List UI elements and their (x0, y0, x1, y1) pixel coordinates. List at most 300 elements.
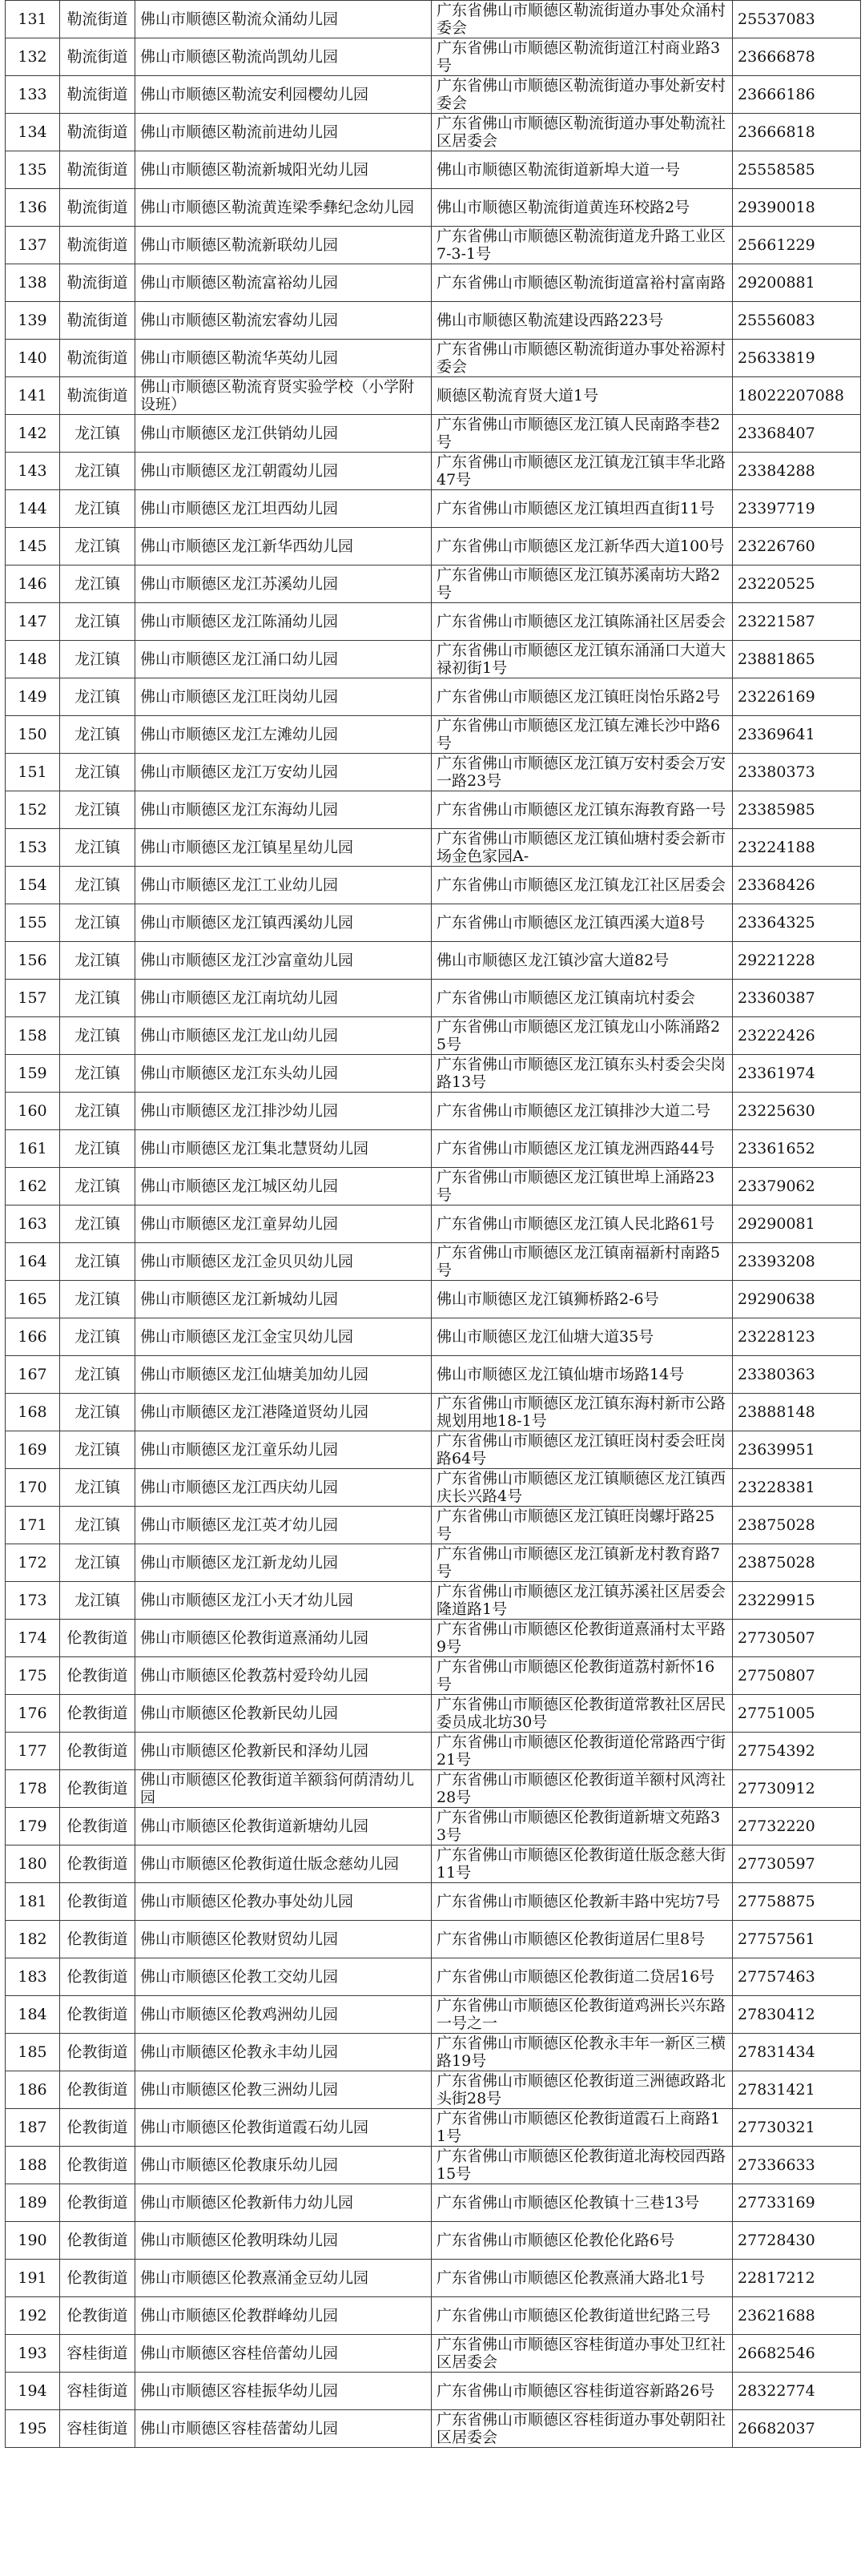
kindergarten-name-cell (135, 1243, 432, 1281)
row-number-text: 185 (18, 2043, 47, 2061)
address-cell-text: 广东省佛山市顺德区龙江镇新龙村教育路7号 (437, 1545, 721, 1580)
row-number (6, 340, 60, 377)
address-cell (432, 528, 733, 566)
street-cell (60, 1733, 135, 1770)
phone-cell (733, 1243, 861, 1281)
table-row (6, 2410, 861, 2448)
street-cell-text: 容桂街道 (66, 2382, 128, 2400)
phone-cell (733, 2147, 861, 2184)
kindergarten-name-cell-text: 佛山市顺德区勒流宏睿幼儿园 (140, 312, 339, 329)
row-number-text: 140 (18, 349, 47, 367)
address-cell (432, 1, 733, 38)
row-number-text: 158 (18, 1027, 47, 1044)
table-row (6, 904, 861, 942)
address-cell-text: 广东省佛山市顺德区龙江镇排沙大道二号 (437, 1102, 711, 1120)
phone-cell (733, 114, 861, 151)
street-cell-text: 勒流街道 (66, 387, 128, 405)
row-number-text: 155 (18, 914, 47, 932)
row-number-text: 154 (18, 876, 47, 894)
phone-cell-text: 25556083 (738, 312, 815, 329)
street-cell-text: 龙江镇 (74, 1140, 120, 1157)
phone-cell-text: 25633819 (738, 349, 815, 367)
address-cell (432, 2335, 733, 2373)
phone-cell (733, 1431, 861, 1469)
row-number (6, 867, 60, 904)
row-number (6, 453, 60, 490)
row-number-text: 177 (18, 1742, 47, 1760)
street-cell-text: 龙江镇 (74, 1065, 120, 1082)
kindergarten-name-cell-text: 佛山市顺德区容桂蓓蕾幼儿园 (140, 2420, 339, 2437)
kindergarten-name-cell (135, 528, 432, 566)
address-cell (432, 340, 733, 377)
phone-cell-text: 23397719 (738, 500, 815, 517)
address-cell-text: 广东省佛山市顺德区勒流街道龙升路工业区7-3-1号 (437, 227, 726, 263)
address-cell-text: 广东省佛山市顺德区龙江镇左滩长沙中路6号 (437, 717, 721, 752)
row-number (6, 2109, 60, 2147)
address-cell (432, 1695, 733, 1733)
phone-cell-text: 29221228 (738, 952, 815, 969)
table-row (6, 1205, 861, 1243)
table-row (6, 942, 861, 980)
phone-cell (733, 1168, 861, 1205)
table-row (6, 1657, 861, 1695)
row-number-text: 166 (18, 1328, 47, 1346)
row-number-text: 145 (18, 537, 47, 555)
address-cell-text: 广东省佛山市顺德区伦教街道世纪路三号 (437, 2307, 711, 2324)
table-row (6, 2222, 861, 2260)
address-cell-text: 广东省佛山市顺德区伦教街道二贷居16号 (437, 1968, 715, 1986)
phone-cell-text: 27830412 (738, 2006, 815, 2023)
address-cell-text: 广东省佛山市顺德区勒流街道办事处众涌村委会 (437, 2, 726, 37)
row-number (6, 2335, 60, 2373)
row-number-text: 150 (18, 726, 47, 743)
address-cell (432, 1582, 733, 1620)
address-cell (432, 302, 733, 340)
street-cell-text: 龙江镇 (74, 1592, 120, 1609)
street-cell (60, 1996, 135, 2034)
kindergarten-name-cell (135, 1770, 432, 1808)
row-number (6, 1394, 60, 1431)
table-row (6, 1356, 861, 1394)
street-cell-text: 勒流街道 (66, 161, 128, 179)
phone-cell-text: 23666818 (738, 123, 815, 141)
street-cell (60, 1958, 135, 1996)
table-row (6, 1318, 861, 1356)
row-number-text: 141 (18, 387, 47, 405)
table-row (6, 1770, 861, 1808)
kindergarten-name-cell-text: 佛山市顺德区勒流新城阳光幼儿园 (140, 161, 369, 179)
row-number (6, 151, 60, 189)
row-number-text: 146 (18, 575, 47, 593)
row-number-text: 159 (18, 1065, 47, 1082)
address-cell (432, 1318, 733, 1356)
street-cell-text: 龙江镇 (74, 500, 120, 517)
street-cell-text: 伦教街道 (66, 1817, 128, 1835)
kindergarten-name-cell (135, 904, 432, 942)
row-number (6, 2260, 60, 2297)
street-cell (60, 1394, 135, 1431)
street-cell (60, 302, 135, 340)
table-row (6, 1507, 861, 1544)
kindergarten-name-cell-text: 佛山市顺德区龙江童昇幼儿园 (140, 1215, 339, 1233)
phone-cell (733, 2222, 861, 2260)
street-cell-text: 龙江镇 (74, 763, 120, 781)
row-number (6, 1582, 60, 1620)
row-number-text: 132 (18, 48, 47, 66)
phone-cell-text: 27733169 (738, 2194, 815, 2212)
phone-cell (733, 2184, 861, 2222)
phone-cell (733, 2260, 861, 2297)
street-cell-text: 龙江镇 (74, 1441, 120, 1459)
row-number-text: 191 (18, 2269, 47, 2287)
row-number (6, 1733, 60, 1770)
phone-cell-text: 23224188 (738, 839, 815, 856)
row-number-text: 152 (18, 801, 47, 819)
phone-cell-text: 27831421 (738, 2081, 815, 2099)
address-cell-text: 广东省佛山市顺德区伦教熹涌大路北1号 (437, 2269, 706, 2287)
row-number (6, 754, 60, 791)
kindergarten-name-cell-text: 佛山市顺德区伦教新民和泽幼儿园 (140, 1742, 369, 1760)
phone-cell-text: 23875028 (738, 1516, 815, 1534)
kindergarten-name-cell-text: 佛山市顺德区龙江童乐幼儿园 (140, 1441, 339, 1459)
row-number (6, 1281, 60, 1318)
kindergarten-name-cell-text: 佛山市顺德区伦教财贸幼儿园 (140, 1930, 339, 1948)
street-cell (60, 1205, 135, 1243)
table-row (6, 678, 861, 716)
kindergarten-name-cell-text: 佛山市顺德区龙江龙山幼儿园 (140, 1027, 339, 1044)
street-cell-text: 容桂街道 (66, 2345, 128, 2362)
kindergarten-name-cell (135, 2147, 432, 2184)
address-cell-text: 广东省佛山市顺德区龙江镇陈涌社区居委会 (437, 613, 726, 630)
street-cell (60, 1243, 135, 1281)
kindergarten-name-cell-text: 佛山市顺德区龙江集北慧贤幼儿园 (140, 1140, 369, 1157)
address-cell (432, 38, 733, 76)
row-number (6, 528, 60, 566)
kindergarten-name-cell (135, 1544, 432, 1582)
phone-cell-text: 23385985 (738, 801, 815, 819)
street-cell (60, 1017, 135, 1055)
address-cell (432, 603, 733, 641)
table-row (6, 377, 861, 415)
row-number-text: 147 (18, 613, 47, 630)
address-cell (432, 1281, 733, 1318)
street-cell-text: 龙江镇 (74, 1328, 120, 1346)
address-cell-text: 广东省佛山市顺德区伦教街道鸡洲长兴东路一号之一 (437, 1997, 726, 2032)
kindergarten-name-cell-text: 佛山市顺德区伦教街道熹涌幼儿园 (140, 1629, 369, 1647)
row-number (6, 415, 60, 453)
kindergarten-name-cell (135, 2410, 432, 2448)
table-row (6, 2184, 861, 2222)
row-number-text: 135 (18, 161, 47, 179)
phone-cell-text: 23360387 (738, 989, 815, 1007)
row-number (6, 829, 60, 867)
phone-cell (733, 1845, 861, 1883)
table-row (6, 791, 861, 829)
row-number (6, 302, 60, 340)
address-cell-text: 广东省佛山市顺德区勒流街道办事处新安村委会 (437, 77, 726, 112)
phone-cell (733, 38, 861, 76)
table-row (6, 490, 861, 528)
kindergarten-name-cell-text: 佛山市顺德区龙江旺岗幼儿园 (140, 688, 339, 706)
address-cell-text: 广东省佛山市顺德区龙江镇东头村委会尖岗路13号 (437, 1056, 726, 1091)
address-cell (432, 1394, 733, 1431)
kindergarten-name-cell-text: 佛山市顺德区伦教三洲幼儿园 (140, 2081, 339, 2099)
street-cell (60, 867, 135, 904)
address-cell-text: 广东省佛山市顺德区伦教镇十三巷13号 (437, 2194, 700, 2212)
row-number-text: 172 (18, 1554, 47, 1572)
address-cell (432, 1921, 733, 1958)
address-cell-text: 佛山市顺德区勒流街道黄连环校路2号 (437, 199, 690, 216)
kindergarten-name-cell-text: 佛山市顺德区伦教鸡洲幼儿园 (140, 2006, 339, 2023)
kindergarten-name-cell (135, 791, 432, 829)
kindergarten-name-cell (135, 1921, 432, 1958)
street-cell (60, 490, 135, 528)
address-cell (432, 151, 733, 189)
phone-cell (733, 1, 861, 38)
row-number-text: 156 (18, 952, 47, 969)
kindergarten-name-cell-text: 佛山市顺德区伦教办事处幼儿园 (140, 1893, 354, 1910)
kindergarten-name-cell (135, 867, 432, 904)
address-cell-text: 广东省佛山市顺德区龙江镇东涌涌口大道大禄初街1号 (437, 642, 726, 677)
row-number-text: 149 (18, 688, 47, 706)
kindergarten-name-cell (135, 1017, 432, 1055)
row-number (6, 1055, 60, 1093)
street-cell-text: 龙江镇 (74, 839, 120, 856)
row-number-text: 190 (18, 2232, 47, 2249)
address-cell-text: 广东省佛山市顺德区伦教街道居仁里8号 (437, 1930, 706, 1948)
row-number (6, 980, 60, 1017)
kindergarten-name-cell-text: 佛山市顺德区伦教街道新塘幼儿园 (140, 1817, 369, 1835)
address-cell-text: 广东省佛山市顺德区伦教街道霞石上商路11号 (437, 2110, 721, 2145)
kindergarten-name-cell-text: 佛山市顺德区龙江左滩幼儿园 (140, 726, 339, 743)
kindergarten-name-cell-text: 佛山市顺德区龙江英才幼儿园 (140, 1516, 339, 1534)
phone-cell-text: 27732220 (738, 1817, 815, 1835)
street-cell-text: 龙江镇 (74, 688, 120, 706)
kindergarten-name-cell (135, 678, 432, 716)
row-number-text: 186 (18, 2081, 47, 2099)
phone-cell-text: 23666878 (738, 48, 815, 66)
street-cell (60, 1695, 135, 1733)
row-number (6, 942, 60, 980)
address-cell-text: 广东省佛山市顺德区伦教街道荔村新怀16号 (437, 1658, 715, 1693)
table-row (6, 1620, 861, 1657)
address-cell (432, 566, 733, 603)
row-number (6, 264, 60, 302)
kindergarten-name-cell-text: 佛山市顺德区勒流黄连梁季彝纪念幼儿园 (140, 199, 415, 216)
phone-cell-text: 23221587 (738, 613, 815, 630)
phone-cell (733, 791, 861, 829)
phone-cell (733, 867, 861, 904)
phone-cell (733, 1620, 861, 1657)
phone-cell (733, 528, 861, 566)
address-cell-text: 广东省佛山市顺德区龙江镇南福新村南路5号 (437, 1244, 721, 1279)
address-cell-text: 广东省佛山市顺德区龙江镇东海教育路一号 (437, 801, 726, 819)
kindergarten-name-cell-text: 佛山市顺德区龙江西庆幼儿园 (140, 1479, 339, 1496)
kindergarten-name-cell-text: 佛山市顺德区龙江供销幼儿园 (140, 425, 339, 442)
address-cell-text: 广东省佛山市顺德区伦教永丰年一新区三横路19号 (437, 2035, 726, 2070)
kindergarten-name-cell (135, 2109, 432, 2147)
kindergarten-name-cell-text: 佛山市顺德区容桂倍蕾幼儿园 (140, 2345, 339, 2362)
phone-cell (733, 302, 861, 340)
table-row (6, 2260, 861, 2297)
street-cell (60, 1356, 135, 1394)
address-cell (432, 1657, 733, 1695)
street-cell-text: 伦教街道 (66, 2119, 128, 2136)
street-cell (60, 603, 135, 641)
kindergarten-name-cell (135, 1657, 432, 1695)
address-cell-text: 广东省佛山市顺德区龙江镇仙塘村委会新市场金色家园A- (437, 830, 726, 865)
kindergarten-name-cell (135, 114, 432, 151)
street-cell-text: 龙江镇 (74, 1403, 120, 1421)
street-cell-text: 勒流街道 (66, 86, 128, 103)
row-number-text: 160 (18, 1102, 47, 1120)
phone-cell (733, 377, 861, 415)
kindergarten-name-cell (135, 1469, 432, 1507)
kindergarten-name-cell-text: 佛山市顺德区伦教新伟力幼儿园 (140, 2194, 354, 2212)
phone-cell-text: 23621688 (738, 2307, 815, 2324)
table-row (6, 1695, 861, 1733)
phone-cell-text: 23380363 (738, 1366, 815, 1383)
table-row (6, 2373, 861, 2410)
kindergarten-name-cell-text: 佛山市顺德区伦教新民幼儿园 (140, 1705, 339, 1722)
address-cell-text: 佛山市顺德区勒流街道新埠大道一号 (437, 161, 681, 179)
kindergarten-name-cell-text: 佛山市顺德区勒流安利园樱幼儿园 (140, 86, 369, 103)
phone-cell-text: 27336633 (738, 2156, 815, 2174)
kindergarten-name-cell-text: 佛山市顺德区伦教荔村爱玲幼儿园 (140, 1667, 369, 1684)
street-cell-text: 龙江镇 (74, 1102, 120, 1120)
row-number (6, 2373, 60, 2410)
kindergarten-name-cell-text: 佛山市顺德区龙江镇星星幼儿园 (140, 839, 354, 856)
kindergarten-name-cell (135, 1205, 432, 1243)
phone-cell (733, 1507, 861, 1544)
phone-cell (733, 189, 861, 227)
row-number-text: 168 (18, 1403, 47, 1421)
kindergarten-name-cell (135, 2335, 432, 2373)
address-cell-text: 广东省佛山市顺德区龙江镇西溪大道8号 (437, 914, 706, 932)
street-cell-text: 勒流街道 (66, 312, 128, 329)
kindergarten-name-cell (135, 1394, 432, 1431)
kindergarten-name-cell-text: 佛山市顺德区容桂振华幼儿园 (140, 2382, 339, 2400)
kindergarten-name-cell (135, 1733, 432, 1770)
row-number (6, 1168, 60, 1205)
kindergarten-name-cell-text: 佛山市顺德区龙江朝霞幼儿园 (140, 462, 339, 480)
table-row (6, 754, 861, 791)
kindergarten-name-cell (135, 415, 432, 453)
street-cell-text: 伦教街道 (66, 1968, 128, 1986)
row-number (6, 1958, 60, 1996)
row-number (6, 1093, 60, 1130)
street-cell-text: 伦教街道 (66, 2156, 128, 2174)
row-number-text: 161 (18, 1140, 47, 1157)
phone-cell-text: 23881865 (738, 650, 815, 668)
address-cell-text: 佛山市顺德区龙江仙塘大道35号 (437, 1328, 654, 1346)
street-cell (60, 1657, 135, 1695)
street-cell (60, 151, 135, 189)
table-row (6, 1243, 861, 1281)
kindergarten-name-cell-text: 佛山市顺德区龙江小天才幼儿园 (140, 1592, 354, 1609)
table-row (6, 189, 861, 227)
street-cell-text: 伦教街道 (66, 2043, 128, 2061)
address-cell (432, 942, 733, 980)
table-row (6, 114, 861, 151)
row-number-text: 181 (18, 1893, 47, 1910)
phone-cell (733, 453, 861, 490)
address-cell-text: 广东省佛山市顺德区勒流街道办事处勒流社区居委会 (437, 115, 726, 150)
street-cell (60, 904, 135, 942)
row-number (6, 1808, 60, 1845)
phone-cell-text: 23225630 (738, 1102, 815, 1120)
table-row (6, 603, 861, 641)
street-cell-text: 伦教街道 (66, 2307, 128, 2324)
phone-cell (733, 2297, 861, 2335)
street-cell (60, 1582, 135, 1620)
address-cell (432, 490, 733, 528)
address-cell (432, 453, 733, 490)
street-cell (60, 1, 135, 38)
address-cell (432, 2071, 733, 2109)
phone-cell (733, 1770, 861, 1808)
phone-cell-text: 23666186 (738, 86, 815, 103)
kindergarten-name-cell (135, 2297, 432, 2335)
row-number-text: 139 (18, 312, 47, 329)
kindergarten-name-cell-text: 佛山市顺德区勒流尚凯幼儿园 (140, 48, 339, 66)
table-row (6, 1733, 861, 1770)
phone-cell (733, 1281, 861, 1318)
kindergarten-name-cell-text: 佛山市顺德区伦教工交幼儿园 (140, 1968, 339, 1986)
row-number (6, 2034, 60, 2071)
table-row (6, 1394, 861, 1431)
kindergarten-name-cell (135, 453, 432, 490)
kindergarten-name-cell-text: 佛山市顺德区勒流华英幼儿园 (140, 349, 339, 367)
street-cell-text: 伦教街道 (66, 2194, 128, 2212)
row-number-text: 167 (18, 1366, 47, 1383)
street-cell-text: 勒流街道 (66, 123, 128, 141)
street-cell-text: 龙江镇 (74, 425, 120, 442)
address-cell (432, 754, 733, 791)
kindergarten-name-cell-text: 佛山市顺德区勒流育贤实验学校（小学附设班） (140, 378, 415, 413)
address-cell-text: 广东省佛山市顺德区容桂街道容新路26号 (437, 2382, 715, 2400)
phone-cell-text: 23226760 (738, 537, 815, 555)
street-cell-text: 龙江镇 (74, 1554, 120, 1572)
street-cell-text: 龙江镇 (74, 989, 120, 1007)
address-cell-text: 广东省佛山市顺德区龙江镇龙洲西路44号 (437, 1140, 715, 1157)
row-number (6, 1, 60, 38)
kindergarten-name-cell-text: 佛山市顺德区龙江城区幼儿园 (140, 1177, 339, 1195)
kindergarten-name-cell-text: 佛山市顺德区龙江东头幼儿园 (140, 1065, 339, 1082)
street-cell (60, 1469, 135, 1507)
street-cell-text: 龙江镇 (74, 876, 120, 894)
street-cell-text: 龙江镇 (74, 1215, 120, 1233)
table-row (6, 1469, 861, 1507)
address-cell (432, 415, 733, 453)
phone-cell (733, 1582, 861, 1620)
table-row (6, 1996, 861, 2034)
row-number (6, 1469, 60, 1507)
phone-cell-text: 23368426 (738, 876, 815, 894)
street-cell (60, 1507, 135, 1544)
kindergarten-name-cell (135, 1281, 432, 1318)
address-cell (432, 1168, 733, 1205)
phone-cell-text: 27730597 (738, 1855, 815, 1873)
kindergarten-table (5, 0, 861, 2448)
row-number (6, 678, 60, 716)
kindergarten-name-cell (135, 1996, 432, 2034)
address-cell-text: 广东省佛山市顺德区勒流街道办事处裕源村委会 (437, 340, 726, 376)
street-cell (60, 1544, 135, 1582)
street-cell (60, 1055, 135, 1093)
phone-cell-text: 26682546 (738, 2345, 815, 2362)
street-cell (60, 415, 135, 453)
